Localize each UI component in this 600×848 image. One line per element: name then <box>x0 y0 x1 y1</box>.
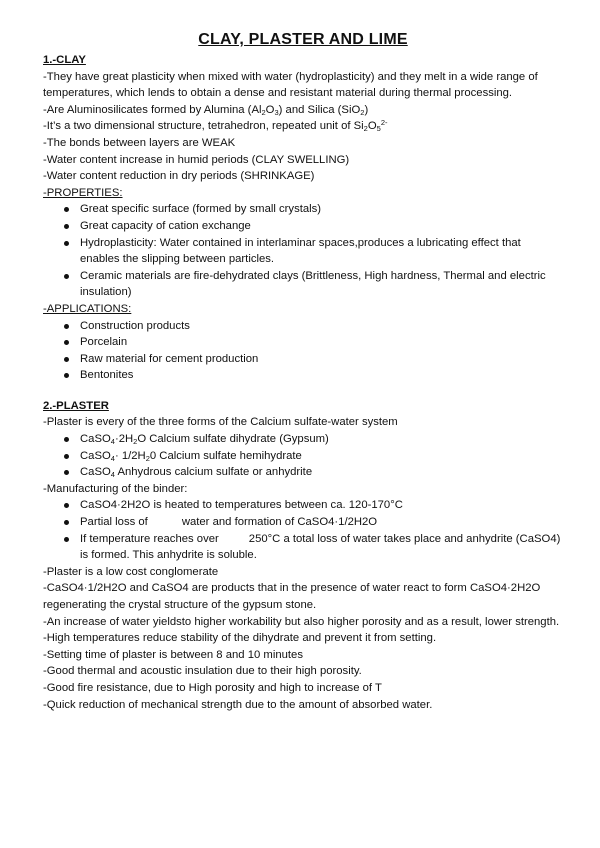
list-item: Hydroplasticity: Water contained in interlaminar spaces,produces a lubricating effect that enables the slipping between particles. <box>80 235 563 268</box>
document-page <box>43 30 563 713</box>
applications-list <box>43 318 563 384</box>
plaster-line: -Quick reduction of mechanical strength due to the amount of absorbed water. <box>43 698 433 711</box>
properties-label: -PROPERTIES: <box>43 186 123 199</box>
list-item: If temperature reaches over 250°C a total loss of water takes place and anhydrite (CaSO4) is formed. This anhydrite is soluble. <box>80 531 563 564</box>
binder-list <box>43 497 563 563</box>
clay-structure: -It’s a two dimensional structure, tetrahedron, repeated unit of $Si_2O_5^{2-}$ <box>43 118 388 134</box>
list-item: Construction products <box>80 318 563 335</box>
binder-label: -Manufacturing of the binder: <box>43 482 188 495</box>
properties-list <box>43 201 563 301</box>
plaster-line: -An increase of water yieldsto higher workability but also higher porosity and as a result, lower strength. <box>43 615 560 628</box>
list-item: CaSO$_4$· $1/2H_20$ Calcium sulfate hemihydrate <box>80 448 563 465</box>
list-item: Ceramic materials are fire-dehydrated clays (Brittleness, High hardness, Thermal and electric insulation) <box>80 268 563 301</box>
section-heading-clay: 1.-CLAY <box>43 54 86 66</box>
list-item: Raw material for cement production <box>80 351 563 368</box>
plaster-line: -Good thermal and acoustic insulation due to their high porosity. <box>43 665 362 678</box>
list-item: Great capacity of cation exchange <box>80 218 563 235</box>
list-item: Great specific surface (formed by small crystals) <box>80 201 563 218</box>
list-item: $CaSO_4\cdot 2H_2O$ Calcium sulfate dihydrate (Gypsum) <box>80 431 563 448</box>
plaster-line: -Good fire resistance, due to High porosity and high to increase of T <box>43 681 382 694</box>
plaster-line: -Setting time of plaster is between 8 and 10 minutes <box>43 648 303 661</box>
list-item: Porcelain <box>80 334 563 351</box>
applications-label: -APPLICATIONS: <box>43 302 132 315</box>
plaster-intro: -Plaster is every of the three forms of the Calcium sulfate-water system <box>43 416 398 429</box>
clay-aluminosilicates: -Are Aluminosilicates formed by Alumina $(Al_2O_3)$ and Silica (SiO$_2$) <box>43 103 369 117</box>
list-item: Partial loss of water and formation of CaSO4·1/2H2O <box>80 514 563 531</box>
clay-line: -Water content increase in humid periods (CLAY SWELLING) <box>43 153 350 166</box>
clay-line: -Water content reduction in dry periods (SHRINKAGE) <box>43 170 315 183</box>
clay-line: -The bonds between layers are WEAK <box>43 136 236 149</box>
page-title: CLAY, PLASTER AND LIME <box>198 31 408 48</box>
section-heading-plaster: 2.-PLASTER <box>43 399 109 412</box>
calcium-sulfate-forms-list <box>43 431 563 481</box>
plaster-line: -CaSO4·1/2H2O and CaSO4 are products that in the presence of water react to form CaSO4·2H2O regenerating the crystal structure of the gypsum stone. <box>43 582 541 611</box>
plaster-line: -High temperatures reduce stability of the dihydrate and prevent it from setting. <box>43 632 437 645</box>
clay-intro: -They have great plasticity when mixed with water (hydroplasticity) and they melt in a wide range of temperatures, which lends to obtain a dense and resistant material during thermal processing. <box>43 70 538 100</box>
list-item: CaSO4·2H2O is heated to temperatures between ca. 120-170°C <box>80 497 563 514</box>
plaster-line: -Plaster is a low cost conglomerate <box>43 565 219 578</box>
list-item: Bentonites <box>80 367 563 384</box>
list-item: CaSO$_4$ Anhydrous calcium sulfate or anhydrite <box>80 464 563 481</box>
